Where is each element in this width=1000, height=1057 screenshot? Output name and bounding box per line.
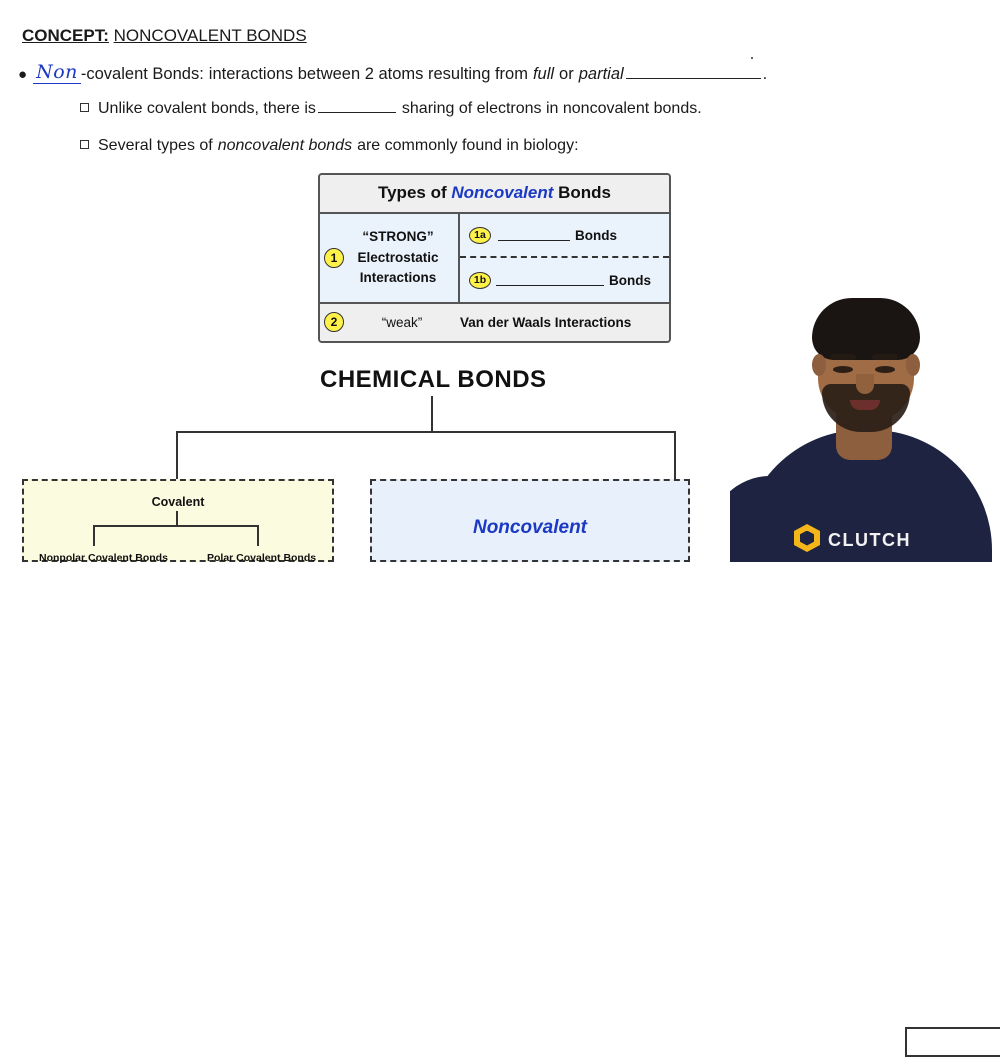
bullet-dot-icon: ● (18, 66, 28, 83)
number-badge-1: 1 (324, 248, 344, 268)
presenter-eye-left (833, 366, 853, 373)
types-of-noncovalent-bonds-table (318, 173, 671, 343)
weak-label: “weak” (381, 314, 423, 330)
bullet-emphasis-full: full (532, 65, 555, 83)
connector-line (176, 431, 676, 433)
covalent-label: Covalent (151, 495, 205, 509)
chemical-bonds-title: CHEMICAL BONDS (320, 366, 547, 393)
bullet-term: -covalent Bonds (80, 65, 200, 83)
handwritten-answer: Non (33, 61, 81, 84)
concept-title: NONCOVALENT BONDS (113, 26, 307, 45)
presenter-hair (812, 298, 920, 360)
presenter-video[interactable] (730, 280, 1000, 562)
concept-label: CONCEPT: (22, 26, 109, 45)
bullet-text: interactions between 2 atoms resulting from (208, 65, 528, 83)
nonpolar-covalent-bonds-label: Nonpolar Covalent Bonds (39, 552, 168, 564)
presenter-eye-right (875, 366, 895, 373)
connector-line (93, 525, 95, 546)
noncovalent-label-rest: covalent (509, 517, 588, 538)
strong-subtypes-cell (460, 214, 669, 302)
square-bullet-icon (80, 103, 89, 112)
number-badge-2: 2 (324, 312, 344, 332)
types-table-header (320, 175, 669, 214)
fill-in-blank (498, 229, 570, 241)
strong-line-1: “STRONG” (362, 228, 434, 244)
subtype-1a (460, 214, 669, 258)
covalent-group-box (22, 479, 334, 562)
sub-bullet-2-after: are commonly found in biology: (357, 137, 579, 154)
connector-line (93, 525, 259, 527)
connector-line (431, 396, 433, 432)
strong-line-2: Electrostatic (357, 249, 439, 265)
noncovalent-group-box (370, 479, 690, 562)
fill-in-blank (318, 100, 396, 113)
subtype-1b-label: Bonds (609, 272, 651, 288)
connector-line (257, 525, 259, 546)
square-bullet-icon (80, 140, 89, 149)
connector-line (176, 431, 178, 479)
main-bullet (18, 62, 767, 85)
brand-label: CLUTCH (828, 530, 911, 550)
strong-interactions-cell (320, 214, 460, 302)
presenter-shoulder (730, 476, 830, 562)
sub-bullet-2-before: Several types of (98, 137, 213, 154)
noncovalent-label (372, 517, 688, 539)
bullet-period: . (762, 65, 768, 83)
noncovalent-child-box (905, 1027, 1000, 1057)
number-badge-1a: 1a (469, 227, 491, 244)
fill-in-blank (496, 274, 604, 286)
presenter-ear-right (906, 354, 920, 376)
stray-cursor-dot (751, 57, 753, 59)
types-title-highlight: Noncovalent (451, 183, 554, 202)
presenter-ear-left (812, 354, 826, 376)
polar-covalent-bonds-label: Polar Covalent Bonds (207, 552, 317, 564)
bullet-conjunction: or (559, 65, 574, 83)
sub-bullet-1-before: Unlike covalent bonds, there is (98, 100, 316, 117)
types-title-part1: Types of (377, 183, 447, 202)
number-badge-1b: 1b (469, 272, 491, 289)
subtype-1b (460, 258, 669, 302)
presenter-eyebrow-right (872, 354, 898, 360)
presenter-eyebrow-left (830, 354, 856, 360)
bullet-colon: : (199, 65, 204, 83)
types-table-row-1 (320, 214, 669, 304)
sub-bullet-2-emphasis: noncovalent bonds (217, 137, 353, 154)
page-title (22, 26, 307, 46)
types-table-row-2 (320, 304, 669, 341)
presenter-nose (856, 374, 874, 394)
strong-line-3: Interactions (359, 270, 437, 286)
sub-bullet-1-after: sharing of electrons in noncovalent bonds. (401, 100, 702, 117)
subtype-1a-label: Bonds (575, 227, 617, 243)
sub-bullet-2 (80, 137, 579, 155)
van-der-waals-label: Van der Waals Interactions (460, 314, 632, 330)
sub-bullet-1 (80, 100, 702, 118)
strong-interactions-label (344, 227, 452, 290)
noncovalent-label-highlight: Non (472, 517, 510, 538)
fill-in-blank (626, 65, 761, 79)
types-title-part2: Bonds (558, 183, 612, 202)
bullet-emphasis-partial: partial (578, 65, 624, 83)
connector-line (674, 431, 676, 479)
